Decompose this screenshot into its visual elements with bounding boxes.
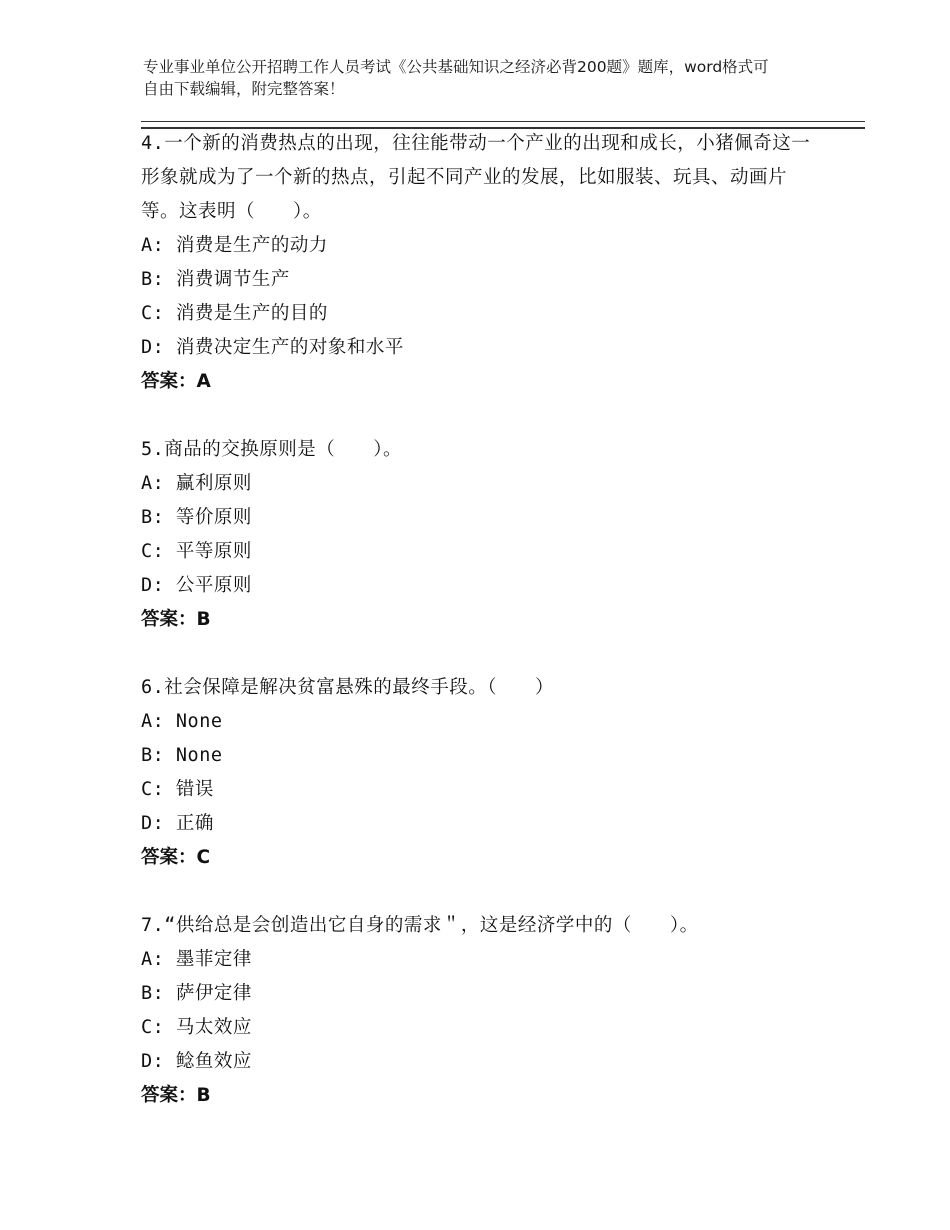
answer-label: 答案：B: [141, 1085, 211, 1106]
option-b: B: 等价原则: [141, 507, 252, 528]
option-d: D: 正确: [141, 813, 214, 834]
option-a: A: None: [141, 711, 223, 732]
document-header: 专业事业单位公开招聘工作人员考试《公共基础知识之经济必背200题》题库，word格式可自由下载编辑，附完整答案！: [143, 58, 769, 98]
option-c: C: 平等原则: [141, 541, 252, 562]
option-b: B: 萨伊定律: [141, 983, 252, 1004]
question-stem: 7.“供给总是会创造出它自身的需求＂，这是经济学中的（ ）。: [141, 915, 699, 936]
option-a: A: 赢利原则: [141, 473, 252, 494]
question-7: [141, 909, 811, 1113]
question-list: [141, 127, 811, 1113]
option-c: C: 错误: [141, 779, 214, 800]
option-c: C: 消费是生产的目的: [141, 303, 328, 324]
question-stem: 6.社会保障是解决贫富悬殊的最终手段。（ ）: [141, 677, 555, 698]
question-stem: 5.商品的交换原则是（ ）。: [141, 439, 403, 460]
question-6: [141, 671, 811, 875]
question-stem: 4.一个新的消费热点的出现，往往能带动一个产业的出现和成长，小猪佩奇这一形象就成为了一个新的热点，引起不同产业的发展，比如服装、玩具、动画片等。这表明（ ）。: [141, 133, 811, 222]
answer-label: 答案：A: [141, 371, 211, 392]
option-d: D: 鲶鱼效应: [141, 1051, 252, 1072]
question-spacer: [141, 875, 811, 909]
option-d: D: 消费决定生产的对象和水平: [141, 337, 404, 358]
answer-label: 答案：B: [141, 609, 211, 630]
question-4: [141, 127, 811, 399]
answer-label: 答案：C: [141, 847, 211, 868]
question-5: [141, 433, 811, 637]
option-b: B: 消费调节生产: [141, 269, 290, 290]
question-spacer: [141, 637, 811, 671]
option-b: B: None: [141, 745, 223, 766]
option-a: A: 墨菲定律: [141, 949, 252, 970]
option-a: A: 消费是生产的动力: [141, 235, 328, 256]
option-c: C: 马太效应: [141, 1017, 252, 1038]
question-spacer: [141, 399, 811, 433]
option-d: D: 公平原则: [141, 575, 252, 596]
